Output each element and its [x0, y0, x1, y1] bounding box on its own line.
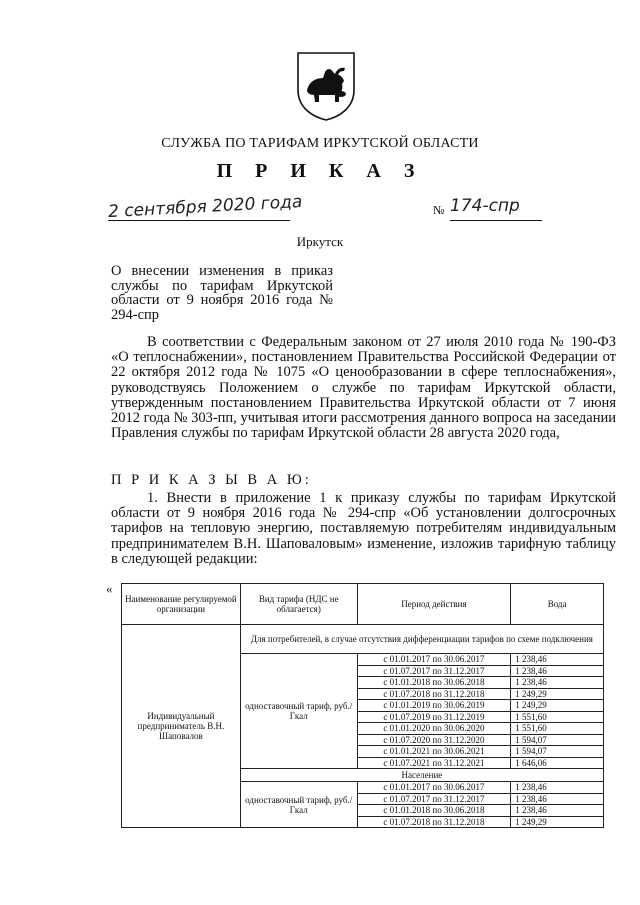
document-title: П Р И К А З [216, 160, 424, 182]
org-name-cell: Индивидуальный предприниматель В.Н. Шаповалов [122, 625, 241, 828]
period-cell: с 01.01.2019 по 30.06.2019 [357, 700, 511, 712]
water-value-cell: 1 594,07 [511, 734, 604, 746]
number-underline [450, 220, 542, 221]
city: Иркутск [296, 234, 344, 249]
period-cell: с 01.07.2018 по 31.12.2018 [357, 816, 511, 828]
period-cell: с 01.01.2017 по 30.06.2017 [357, 782, 511, 794]
period-cell: с 01.01.2020 по 30.06.2020 [357, 723, 511, 735]
water-value-cell: 1 238,46 [511, 793, 604, 805]
preamble-paragraph: В соответствии с Федеральным законом от 27 июля 2010 года № 190-ФЗ «О теплоснабжении», постановлением Правительства Российской Федерации от 22 октября 2012 года № 1075 «О ценообразовании в сфере теплоснабжения», руководствуясь Положением о службе по тарифам Иркутской области, утвержденным постановлением Правительства Иркутской области от 7 июня 2012 года № 303-пп, учитывая итоги рассмотрения данного вопроса на заседании Правления службы по тарифам Иркутской области 28 августа 2020 года, [111, 334, 616, 442]
water-value-cell: 1 594,07 [511, 746, 604, 758]
order-word: П Р И К А З Ы В А Ю: [111, 472, 312, 488]
water-value-cell: 1 238,46 [511, 782, 604, 794]
handwritten-order-number: 174-спр [450, 196, 520, 216]
water-value-cell: 1 249,29 [511, 816, 604, 828]
period-cell: с 01.07.2018 по 31.12.2018 [357, 688, 511, 700]
tariff-type-cell: одноставочный тариф, руб./Гкал [240, 782, 357, 828]
handwritten-date: 2 сентября 2020 года [107, 191, 303, 223]
water-value-cell: 1 238,46 [511, 805, 604, 817]
tariff-type-cell: одноставочный тариф, руб./Гкал [240, 654, 357, 769]
header-period: Период действия [357, 584, 511, 625]
table-header-row [122, 584, 604, 625]
period-cell: с 01.07.2019 по 31.12.2019 [357, 711, 511, 723]
water-value-cell: 1 551,60 [511, 723, 604, 735]
water-value-cell: 1 646,06 [511, 757, 604, 769]
period-cell: с 01.01.2021 по 30.06.2021 [357, 746, 511, 758]
water-value-cell: 1 238,46 [511, 654, 604, 666]
tariff-table [121, 583, 604, 828]
clause-1-paragraph: 1. Внести в приложение 1 к приказу службы по тарифам Иркутской области от 9 ноября 2016 года № 294-спр «Об установлении долгосрочных тарифов на тепловую энергию, поставляемую потребителям индивидуальным предпринимателем В.Н. Шаповаловым» изменение, изложив тарифную таблицу в следующей редакции: [111, 490, 616, 567]
number-sign: № [433, 203, 445, 217]
water-value-cell: 1 249,29 [511, 700, 604, 712]
period-cell: с 01.01.2018 по 30.06.2018 [357, 805, 511, 817]
header-tariff-type: Вид тарифа (НДС не облагается) [240, 584, 357, 625]
opening-quote: « [106, 581, 113, 596]
header-water: Вода [511, 584, 604, 625]
period-cell: с 01.07.2021 по 31.12.2021 [357, 757, 511, 769]
water-value-cell: 1 238,46 [511, 677, 604, 689]
agency-name: СЛУЖБА ПО ТАРИФАМ ИРКУТСКОЙ ОБЛАСТИ [161, 136, 479, 151]
period-cell: с 01.01.2017 по 30.06.2017 [357, 654, 511, 666]
water-value-cell: 1 238,46 [511, 665, 604, 677]
period-cell: с 01.07.2017 по 31.12.2017 [357, 793, 511, 805]
coat-of-arms-icon [295, 50, 357, 122]
water-value-cell: 1 249,29 [511, 688, 604, 700]
section-population-title: Население [240, 769, 603, 782]
date-underline [108, 220, 290, 221]
period-cell: с 01.01.2018 по 30.06.2018 [357, 677, 511, 689]
period-cell: с 01.07.2020 по 31.12.2020 [357, 734, 511, 746]
section-consumers-row [122, 625, 604, 654]
order-subject: О внесении изменения в приказ службы по тарифам Иркутской области от 9 ноября 2016 года № 294-спр [111, 263, 333, 323]
header-org: Наименование регулируемой организации [122, 584, 241, 625]
period-cell: с 01.07.2017 по 31.12.2017 [357, 665, 511, 677]
water-value-cell: 1 551,60 [511, 711, 604, 723]
section-consumers-title: Для потребителей, в случае отсутствия дифференциации тарифов по схеме подключения [240, 625, 603, 654]
